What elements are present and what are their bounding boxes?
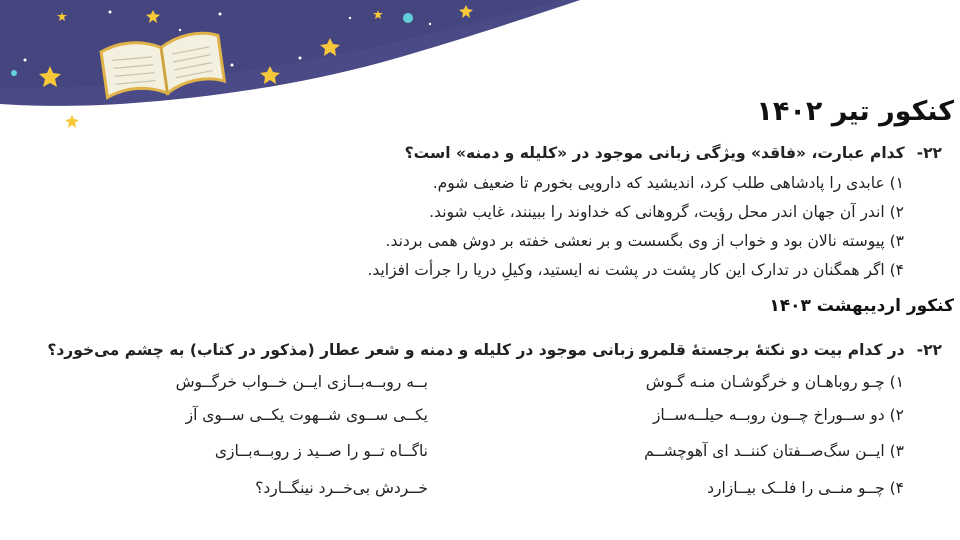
verse-option-1-second-hemistich: بــه روبــه‌بــازی ایــن خــواب خرگــوش	[175, 373, 428, 391]
verse-option-1-first-hemistich: ۱) چـو روباهـان و خرگوشـان منـه گـوش	[645, 373, 904, 391]
answer-option-3: ۳) پیوسته نالان بود و خواب از وی بگسست و بر نعشی خفته بر دوش همی بردند.	[385, 232, 904, 250]
answer-option-2: ۲) اندر آن جهان اندر محل رؤیت، گروهانی که خداوند را ببینند، غایب شوند.	[429, 203, 904, 221]
answer-option-1: ۱) عابدی را پادشاهی طلب کرد، اندیشید که دارویی بخورم تا ضعیف شوم.	[432, 174, 904, 192]
question-stem	[405, 144, 942, 162]
verse-option-2-first-hemistich: ۲) دو ســوراخ چــون روبــه حیلــه‌ســاز	[652, 406, 904, 424]
exam-title-ordibehesht-1403: کنکور اردیبهشت ۱۴۰۳	[769, 296, 954, 316]
verse-option-2-second-hemistich: یکــی ســوی شــهوت یکــی ســوی آز	[185, 406, 428, 424]
question-text: کدام عبارت، «فاقد» ویژگی زبانی موجود در «کلیله و دمنه» است؟	[404, 144, 905, 162]
verse-option-3-first-hemistich: ۳) ایــن سگ‌صــفتان کننــد ای آهوچشــم	[644, 442, 904, 460]
question-number: ۲۲-	[916, 341, 942, 359]
verse-option-3-second-hemistich: ناگــاه تــو را صــید ز روبــه‌بــازی	[214, 442, 428, 460]
question-number: ۲۲-	[916, 144, 942, 162]
exam-title-tir-1402: کنکور تیر ۱۴۰۲	[756, 96, 954, 127]
question-text: در کدام بیت دو نکتهٔ برجستهٔ قلمرو زبانی موجود در کلیله و دمنه و شعر عطار (مذکور در کتاب) به چشم می‌خورد؟	[47, 341, 905, 359]
verse-option-4-first-hemistich: ۴) چــو منــی را فلــک بیــازارد	[707, 479, 904, 497]
answer-option-4: ۴) اگر همگنان در تدارک این کار پشت در پشت نه ایستید، وکیلِ دریا را جرأت افزاید.	[367, 261, 904, 279]
verse-option-4-second-hemistich: خــردش بی‌خــرد نینگــارد؟	[255, 479, 428, 497]
question-stem	[47, 341, 942, 359]
